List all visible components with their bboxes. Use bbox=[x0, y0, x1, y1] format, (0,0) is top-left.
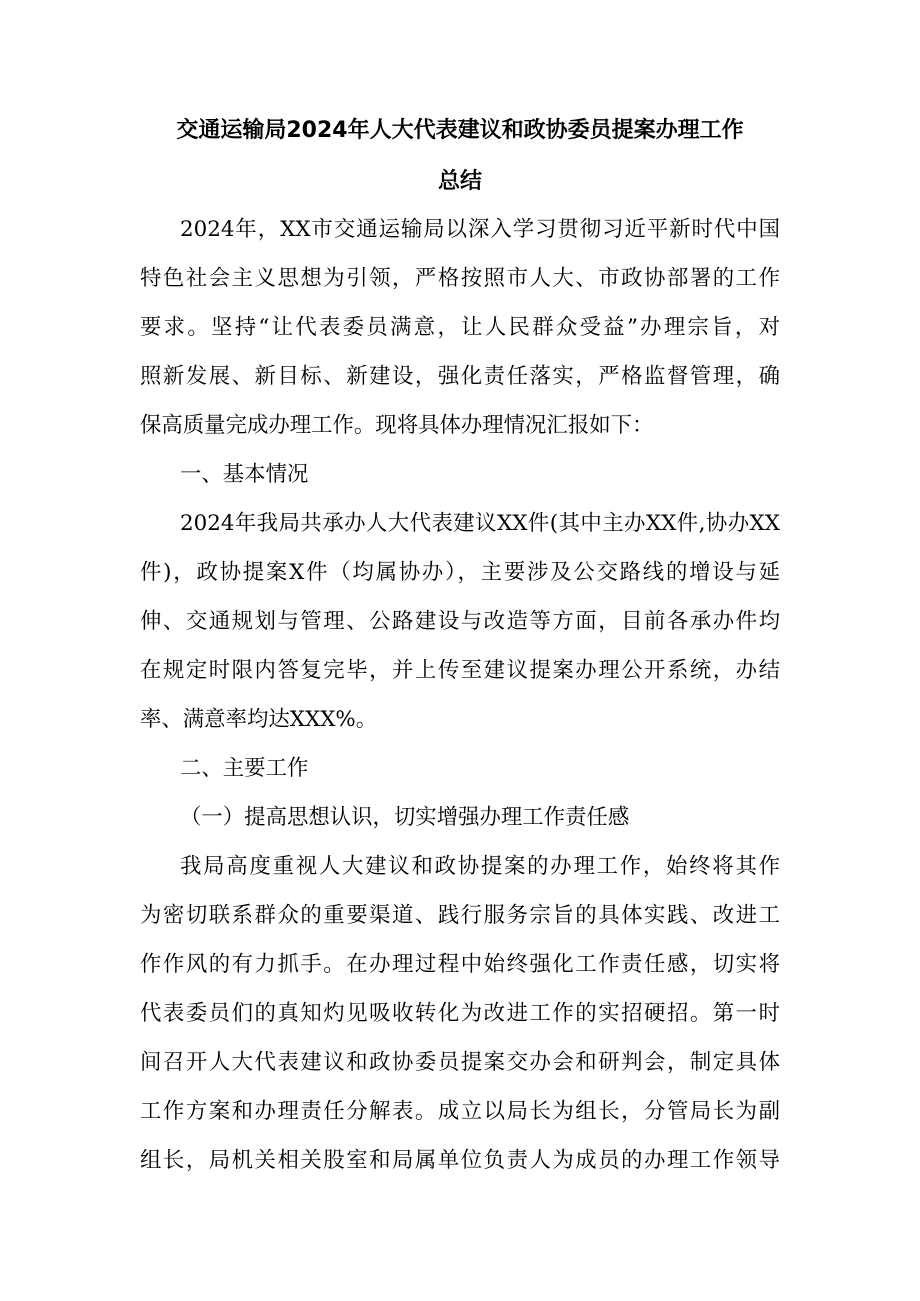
paragraph-3-line-2: 为密切联系群众的重要渠道、践行服务宗旨的具体实践、改进工 bbox=[140, 903, 780, 928]
section-heading-1: 一、基本情况 bbox=[180, 462, 309, 487]
subsection-heading-1: （一）提高思想认识，切实增强办理工作责任感 bbox=[180, 805, 630, 830]
paragraph-3-line-4: 代表委员们的真知灼见吸收转化为改进工作的实招硬招。第一时 bbox=[140, 1001, 780, 1026]
paragraph-2-line-1: 2024年我局共承办人大代表建议XX件(其中主办XX件,协办XX bbox=[180, 511, 780, 536]
paragraph-1-line-4: 照新发展、新目标、新建设，强化责任落实，严格监督管理，确 bbox=[140, 364, 780, 389]
paragraph-1-line-1: 2024年，XX市交通运输局以深入学习贯彻习近平新时代中国 bbox=[180, 217, 780, 242]
paragraph-3-line-3: 作作风的有力抓手。在办理过程中始终强化工作责任感，切实将 bbox=[140, 952, 780, 977]
paragraph-3-line-5: 间召开人大代表建议和政协委员提案交办会和研判会，制定具体 bbox=[140, 1050, 780, 1075]
paragraph-3-line-7: 组长，局机关相关股室和局属单位负责人为成员的办理工作领导 bbox=[140, 1148, 780, 1173]
paragraph-3-line-6: 工作方案和办理责任分解表。成立以局长为组长，分管局长为副 bbox=[140, 1099, 780, 1124]
paragraph-2-line-2: 件)，政协提案X件（均属协办），主要涉及公交路线的增设与延 bbox=[140, 560, 780, 585]
document-title-line-1: 交通运输局2024年人大代表建议和政协委员提案办理工作 bbox=[176, 118, 744, 143]
paragraph-1-line-3: 要求。坚持“让代表委员满意，让人民群众受益”办理宗旨，对 bbox=[140, 315, 780, 340]
paragraph-2-line-3: 伸、交通规划与管理、公路建设与改造等方面，目前各承办件均 bbox=[140, 609, 780, 634]
paragraph-1-line-5: 保高质量完成办理工作。现将具体办理情况汇报如下： bbox=[140, 413, 654, 438]
section-heading-2: 二、主要工作 bbox=[180, 756, 309, 781]
paragraph-1-line-2: 特色社会主义思想为引领，严格按照市人大、市政协部署的工作 bbox=[140, 266, 780, 291]
paragraph-2-line-4: 在规定时限内答复完毕，并上传至建议提案办理公开系统，办结 bbox=[140, 658, 780, 683]
paragraph-2-line-5: 率、满意率均达XXX%。 bbox=[140, 707, 378, 732]
paragraph-3-line-1: 我局高度重视人大建议和政协提案的办理工作，始终将其作 bbox=[180, 854, 780, 879]
document-title-line-2: 总结 bbox=[437, 169, 482, 194]
